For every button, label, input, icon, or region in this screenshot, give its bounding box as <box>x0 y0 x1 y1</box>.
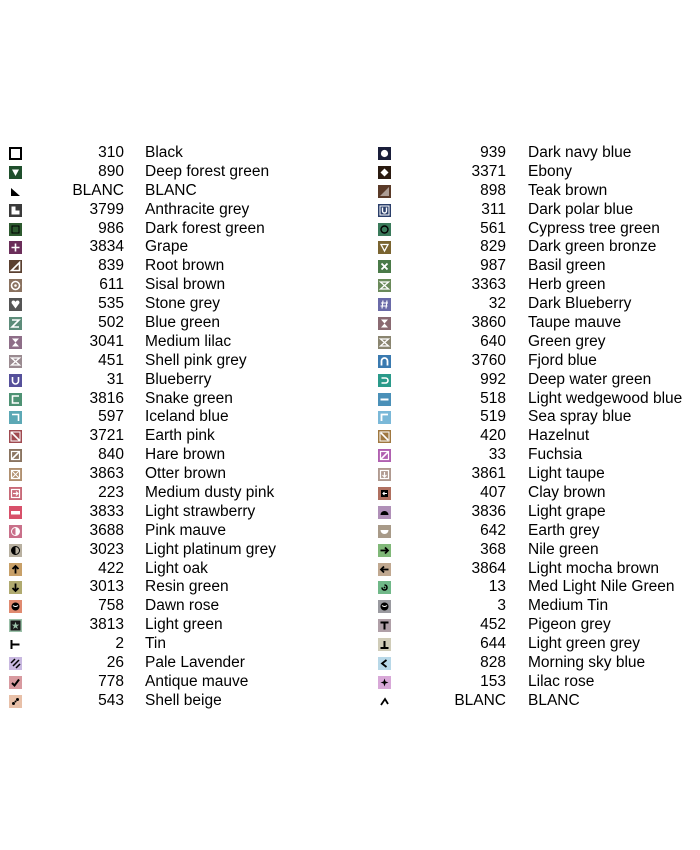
floss-color-name: Root brown <box>145 257 225 275</box>
corner-l-icon <box>378 411 391 424</box>
outline-triangle-icon <box>378 241 391 254</box>
legend-row <box>375 541 700 560</box>
legend-row <box>375 560 700 579</box>
legend-row <box>375 314 700 333</box>
slash-box-icon <box>378 449 391 462</box>
floss-color-name: Fjord blue <box>528 351 597 369</box>
legend-row <box>0 144 340 163</box>
legend-row <box>0 635 340 654</box>
down-arrow-icon <box>9 581 22 594</box>
floss-color-name: Iceland blue <box>145 408 229 426</box>
floss-code: 310 <box>98 144 124 161</box>
floss-color-name: Basil green <box>528 257 606 275</box>
right-arrow-icon <box>378 544 391 557</box>
legend-row <box>375 635 700 654</box>
hourglass-light-icon <box>378 317 391 330</box>
floss-code: 839 <box>98 257 124 275</box>
floss-color-name: Light taupe <box>528 465 605 483</box>
floss-code: 3 <box>497 597 506 615</box>
legend-row <box>0 427 340 446</box>
floss-code: 420 <box>480 427 506 445</box>
floss-color-name: Herb green <box>528 276 606 294</box>
legend-row <box>0 560 340 579</box>
floss-color-name: Earth pink <box>145 427 215 445</box>
crossed-square-icon <box>9 468 22 481</box>
legend-row <box>375 597 700 616</box>
legend-row <box>0 597 340 616</box>
cup-square-icon <box>378 204 391 217</box>
floss-code: 992 <box>480 370 506 388</box>
floss-code: 3864 <box>471 559 506 577</box>
back-arrow-icon <box>378 487 391 500</box>
floss-code: 502 <box>98 314 124 332</box>
floss-code: 561 <box>480 219 506 237</box>
floss-color-name: Dawn rose <box>145 597 220 615</box>
floss-color-name: Clay brown <box>528 484 606 502</box>
legend-row <box>375 390 700 409</box>
target-icon <box>9 279 22 292</box>
legend-row <box>375 692 700 711</box>
floss-code: 3023 <box>89 540 124 558</box>
dash-icon <box>378 393 391 406</box>
floss-code: 535 <box>98 295 124 313</box>
floss-code: 987 <box>480 257 506 275</box>
legend-row <box>0 238 340 257</box>
legend-row <box>0 276 340 295</box>
corner-square-icon <box>9 204 22 217</box>
hourglass-icon <box>9 336 22 349</box>
floss-color-name: Teak brown <box>528 181 608 199</box>
floss-color-name: Dark Blueberry <box>528 295 632 313</box>
legend-row <box>375 276 700 295</box>
legend-row <box>0 578 340 597</box>
floss-color-name: Deep forest green <box>145 162 270 180</box>
backslash-icon <box>378 430 391 443</box>
floss-color-name: Blue green <box>145 314 220 332</box>
floss-color-name: Pigeon grey <box>528 616 611 634</box>
legend-row <box>375 654 700 673</box>
floss-code: 642 <box>480 521 506 539</box>
floss-color-name: Pale Lavender <box>145 654 245 672</box>
legend-column-left <box>0 144 340 711</box>
floss-color-name: Earth grey <box>528 521 600 539</box>
floss-code: 33 <box>488 446 506 464</box>
floss-color-name: Light wedgewood blue <box>528 389 683 407</box>
floss-code: 32 <box>488 295 506 313</box>
legend-row <box>375 371 700 390</box>
floss-code: 3371 <box>471 162 506 180</box>
floss-code: 13 <box>488 578 506 596</box>
dots-icon <box>9 695 22 708</box>
floss-code: 519 <box>480 408 506 426</box>
floss-code: 3363 <box>471 276 506 294</box>
legend-row <box>375 616 700 635</box>
plus-icon <box>9 241 22 254</box>
diagonal-square-icon <box>9 449 22 462</box>
floss-code: 3721 <box>89 427 124 445</box>
floss-color-name: Shell pink grey <box>145 351 247 369</box>
legend-row <box>0 522 340 541</box>
floss-color-name: Morning sky blue <box>528 654 646 672</box>
legend-row <box>0 446 340 465</box>
floss-code: 311 <box>481 200 506 218</box>
bracket-icon <box>9 393 22 406</box>
floss-code: 611 <box>99 276 124 294</box>
floss-color-name: Dark forest green <box>145 219 265 237</box>
floss-code: 597 <box>98 408 124 426</box>
floss-code: 828 <box>480 654 506 672</box>
legend-row <box>0 673 340 692</box>
floss-color-name: Light green <box>145 616 223 634</box>
letter-z-icon <box>9 317 22 330</box>
heart-icon <box>9 298 22 311</box>
floss-color-name: Blueberry <box>145 370 212 388</box>
legend-row <box>375 446 700 465</box>
arrow-box-icon <box>9 487 22 500</box>
floss-code: 3041 <box>89 332 124 350</box>
arch-icon <box>378 355 391 368</box>
legend-row <box>375 182 700 201</box>
floss-color-name: Grape <box>145 238 189 256</box>
floss-color-name: Dark navy blue <box>528 144 632 161</box>
floss-code: 153 <box>480 672 506 690</box>
floss-code: 3836 <box>471 502 506 520</box>
floss-code: 3799 <box>89 200 124 218</box>
floss-code: 3860 <box>471 314 506 332</box>
floss-color-name: Shell beige <box>145 691 222 709</box>
legend-row <box>0 408 340 427</box>
check-icon <box>9 676 22 689</box>
down-triangle-icon <box>9 166 22 179</box>
floss-code: 644 <box>480 635 506 653</box>
floss-color-name: Light mocha brown <box>528 559 659 577</box>
legend-row <box>375 522 700 541</box>
floss-code: 3834 <box>89 238 124 256</box>
hash-icon <box>378 298 391 311</box>
floss-code: 543 <box>98 691 124 709</box>
legend-row <box>375 333 700 352</box>
floss-code: 407 <box>480 484 506 502</box>
floss-color-name: Med Light Nile Green <box>528 578 675 596</box>
legend-row <box>0 333 340 352</box>
floss-color-name: Anthracite grey <box>145 200 250 218</box>
floss-code: BLANC <box>72 181 124 199</box>
bowl-icon <box>378 525 391 538</box>
diamond-icon <box>378 166 391 179</box>
floss-color-name: Otter brown <box>145 465 226 483</box>
floss-code: 3816 <box>89 389 124 407</box>
floss-color-name: Cypress tree green <box>528 219 660 237</box>
legend-row <box>375 201 700 220</box>
sparkle-icon <box>378 676 391 689</box>
legend-row <box>0 201 340 220</box>
half-circle-dark-icon <box>9 544 22 557</box>
floss-color-name: Hare brown <box>145 446 226 464</box>
circle-icon <box>378 147 391 160</box>
legend-row <box>0 692 340 711</box>
corner-mark-icon <box>9 411 22 424</box>
floss-code: 3013 <box>89 578 124 596</box>
legend-row <box>0 352 340 371</box>
floss-code: 422 <box>98 559 124 577</box>
floss-color-name: Antique mauve <box>145 672 249 690</box>
legend-row <box>0 314 340 333</box>
floss-code: 898 <box>480 181 506 199</box>
swirl-icon <box>378 581 391 594</box>
half-triangle-icon <box>378 185 391 198</box>
bar-icon <box>9 506 22 519</box>
hook-icon <box>378 374 391 387</box>
ring-icon <box>378 223 391 236</box>
floss-color-name: Deep water green <box>528 370 652 388</box>
floss-color-name: Snake green <box>145 389 233 407</box>
floss-color-name: Light oak <box>145 559 208 577</box>
legend-row <box>375 295 700 314</box>
floss-color-name: Fuchsia <box>528 446 583 464</box>
legend-row <box>375 673 700 692</box>
legend-row <box>0 616 340 635</box>
floss-code: 758 <box>98 597 124 615</box>
legend-row <box>375 408 700 427</box>
floss-color-name: Lilac rose <box>528 672 595 690</box>
floss-code: 3760 <box>471 351 506 369</box>
floss-code: 986 <box>98 219 124 237</box>
legend-row <box>0 371 340 390</box>
floss-code: 3861 <box>471 465 506 483</box>
floss-code: 368 <box>480 540 506 558</box>
floss-code: 640 <box>480 332 506 350</box>
floss-color-name: Black <box>145 144 183 161</box>
floss-color-name: Dark polar blue <box>528 200 634 218</box>
bowtie-icon <box>9 355 22 368</box>
floss-color-name: Medium Tin <box>528 597 609 615</box>
cup-icon <box>9 374 22 387</box>
legend-row <box>0 654 340 673</box>
white-square-icon <box>9 147 22 160</box>
bowtie-light-icon <box>378 279 391 292</box>
legend-row <box>375 238 700 257</box>
floss-code: 452 <box>480 616 506 634</box>
legend-column-right <box>375 144 700 711</box>
legend-row <box>375 503 700 522</box>
down-arrow-box-icon <box>378 468 391 481</box>
legend-row <box>375 257 700 276</box>
floss-color-name: BLANC <box>145 181 197 199</box>
floss-code: 2 <box>115 635 124 653</box>
floss-color-name: Pink mauve <box>145 521 226 539</box>
ball-icon <box>9 600 22 613</box>
floss-color-name: Light strawberry <box>145 502 256 520</box>
corner-triangle-icon <box>9 185 22 198</box>
floss-code: 3813 <box>89 616 124 634</box>
floss-code: 518 <box>480 389 506 407</box>
floss-color-name: Nile green <box>528 540 599 558</box>
floss-color-name: Sea spray blue <box>528 408 632 426</box>
floss-code: 890 <box>98 162 124 180</box>
floss-code: 829 <box>480 238 506 256</box>
legend-row <box>0 182 340 201</box>
letter-t-icon <box>378 619 391 632</box>
legend-row <box>0 163 340 182</box>
floss-color-name: Sisal brown <box>145 276 226 294</box>
up-arrow-icon <box>9 563 22 576</box>
dome-icon <box>378 506 391 519</box>
legend-row <box>0 295 340 314</box>
legend-row <box>0 257 340 276</box>
floss-color-name: Light green grey <box>528 635 641 653</box>
inverted-tee-icon <box>378 638 391 651</box>
floss-color-name: Medium dusty pink <box>145 484 275 502</box>
floss-color-name: Light platinum grey <box>145 540 276 558</box>
legend-row <box>0 390 340 409</box>
left-arrow-icon <box>378 563 391 576</box>
legend-row <box>375 578 700 597</box>
legend-row <box>375 465 700 484</box>
floss-code: 31 <box>106 370 124 388</box>
floss-color-name: BLANC <box>528 691 580 709</box>
floss-color-name: Taupe mauve <box>528 314 622 332</box>
hook-mark-icon <box>378 695 391 708</box>
legend-row <box>375 163 700 182</box>
floss-code: 840 <box>98 446 124 464</box>
legend-row <box>375 427 700 446</box>
legend-row <box>375 220 700 239</box>
star-icon <box>9 619 22 632</box>
legend-row <box>375 484 700 503</box>
chevron-icon <box>378 657 391 670</box>
filled-square-icon <box>9 223 22 236</box>
half-circle-icon <box>9 525 22 538</box>
floss-color-name: Light grape <box>528 502 606 520</box>
floss-code: BLANC <box>454 691 506 709</box>
floss-code: 451 <box>98 351 124 369</box>
legend-row <box>0 220 340 239</box>
wedge-icon <box>9 260 22 273</box>
floss-color-name: Tin <box>145 635 166 653</box>
floss-color-name: Dark green bronze <box>528 238 657 256</box>
floss-code: 223 <box>98 484 124 502</box>
floss-code: 3833 <box>89 502 124 520</box>
floss-color-name: Medium lilac <box>145 332 232 350</box>
floss-color-name: Resin green <box>145 578 229 596</box>
hatched-icon <box>9 657 22 670</box>
globe-icon <box>378 600 391 613</box>
floss-code: 778 <box>98 672 124 690</box>
floss-color-name: Stone grey <box>145 295 220 313</box>
floss-code: 939 <box>480 144 506 161</box>
floss-code: 26 <box>106 654 124 672</box>
legend-row <box>0 503 340 522</box>
legend-row <box>0 465 340 484</box>
legend-row <box>0 541 340 560</box>
floss-color-name: Green grey <box>528 332 606 350</box>
tee-icon <box>9 638 22 651</box>
cross-icon <box>378 260 391 273</box>
legend-row <box>375 352 700 371</box>
bowtie-grey-icon <box>378 336 391 349</box>
floss-code: 3863 <box>89 465 124 483</box>
floss-color-name: Hazelnut <box>528 427 590 445</box>
floss-code: 3688 <box>89 521 124 539</box>
legend-row <box>375 144 700 163</box>
floss-color-name: Ebony <box>528 162 572 180</box>
slash-icon <box>9 430 22 443</box>
legend-row <box>0 484 340 503</box>
